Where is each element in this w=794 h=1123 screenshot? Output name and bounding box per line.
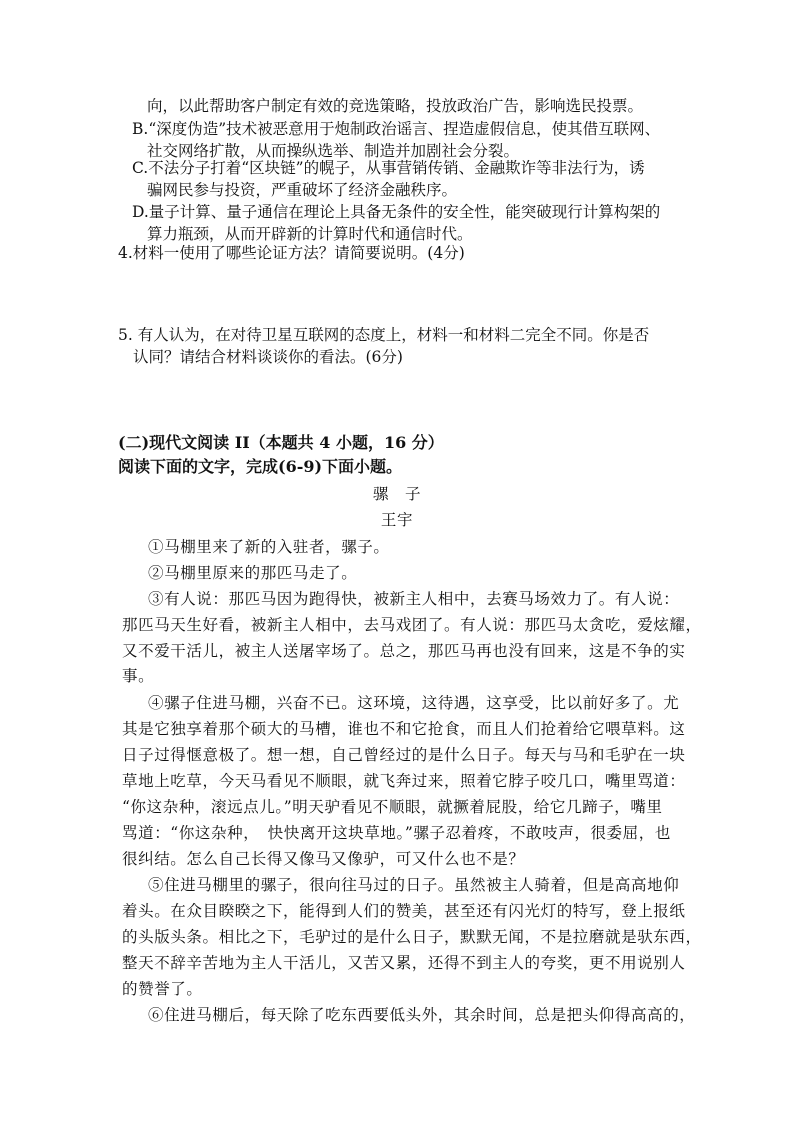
story-paragraph-line: 的头版头条。相比之下，毛驴过的是什么日子，默默无闻，不是拉磨就是驮东西， bbox=[122, 928, 702, 946]
story-paragraph-line: 着头。在众目睽睽之下，能得到人们的赞美，甚至还有闪光灯的特写，登上报纸 bbox=[122, 902, 686, 920]
story-title: 骡 子 bbox=[372, 485, 422, 503]
story-paragraph-line: ③有人说：那匹马因为跑得快，被新主人相中，去赛马场效力了。有人说： bbox=[148, 590, 680, 608]
story-paragraph-line: 其是它独享着那个硕大的马槽，谁也不和它抢食，而且人们抢着给它喂草料。这 bbox=[122, 720, 686, 738]
story-author: 王宇 bbox=[380, 511, 414, 529]
story-paragraph-line: ②马棚里原来的那匹马走了。 bbox=[148, 564, 358, 582]
story-paragraph-line: 草地上吃草，今天马看见不顺眼，就飞奔过来，照着它脖子咬几口，嘴里骂道： bbox=[122, 772, 686, 790]
question-5-line-1: 5. 有人认为，在对待卫星互联网的态度上，材料一和材料二完全不同。你是否 bbox=[118, 326, 650, 344]
story-paragraph-line: 日子过得惬意极了。想一想，自己曾经过的是什么日子。每天与马和毛驴在一块 bbox=[122, 746, 686, 764]
reading-instruction: 阅读下面的文字，完成(6-9)下面小题。 bbox=[118, 457, 403, 476]
story-paragraph-line: ⑥住进马棚后，每天除了吃东西要低头外，其余时间，总是把头仰得高高的， bbox=[148, 1006, 696, 1024]
option-c-line-2: 骗网民参与投资，严重破坏了经济金融秩序。 bbox=[147, 181, 458, 199]
story-paragraph-line: “你这杂种，滚远点儿。”明天驴看见不顺眼，就撅着屁股，给它几蹄子，嘴里 bbox=[122, 798, 663, 816]
section-heading: (二)现代文阅读 II（本题共 4 小题，16 分） bbox=[118, 433, 444, 452]
option-b-line-1: B.“深度伪造”技术被恶意用于炮制政治谣言、捏造虚假信息，使其借互联网、 bbox=[132, 120, 661, 138]
story-paragraph-line: ①马棚里来了新的入驻者，骡子。 bbox=[148, 538, 390, 556]
option-c-line-1: C.不法分子打着“区块链”的幌子，从事营销传销、金融欺诈等非法行为，诱 bbox=[132, 159, 645, 177]
story-paragraph-line: 骂道：“你这杂种， 快快离开这块草地。”骡子忍着疼，不敢吱声，很委屈，也 bbox=[122, 824, 671, 842]
option-d-line-1: D.量子计算、量子通信在理论上具备无条件的安全性，能突破现行计算构架的 bbox=[132, 203, 661, 221]
story-paragraph-line: 的赞誉了。 bbox=[122, 980, 203, 998]
story-paragraph-line: 整天不辞辛苦地为主人干活儿，又苦又累，还得不到主人的夸奖，更不用说别人 bbox=[122, 954, 686, 972]
story-paragraph-line: ④骡子住进马棚，兴奋不已。这环境，这待遇，这享受，比以前好多了。尤 bbox=[148, 694, 680, 712]
option-d-line-2: 算力瓶颈，从而开辟新的计算时代和通信时代。 bbox=[147, 225, 473, 243]
story-paragraph-line: ⑤住进马棚里的骡子，很向往马过的日子。虽然被主人骑着，但是高高地仰 bbox=[148, 876, 680, 894]
question-4: 4.材料一使用了哪些论证方法？请简要说明。(4分) bbox=[118, 244, 465, 262]
story-paragraph-line: 又不爱干活儿，被主人送屠宰场了。总之，那匹马再也没有回来，这是不争的实 bbox=[122, 642, 686, 660]
story-paragraph-line: 那匹马天生好看，被新主人相中，去马戏团了。有人说：那匹马太贪吃，爱炫耀， bbox=[122, 616, 702, 634]
option-a-continuation: 向，以此帮助客户制定有效的竞选策略，投放政治广告，影响选民投票。 bbox=[147, 97, 644, 115]
story-paragraph-line: 事。 bbox=[122, 667, 155, 685]
option-b-line-2: 社交网络扩散，从而操纵选举、制造并加剧社会分裂。 bbox=[147, 142, 520, 160]
story-paragraph-line: 很纠结。怎么自己长得又像马又像驴，可又什么也不是？ bbox=[122, 850, 525, 868]
question-5-line-2: 认同？请结合材料谈谈你的看法。(6分) bbox=[133, 348, 403, 366]
